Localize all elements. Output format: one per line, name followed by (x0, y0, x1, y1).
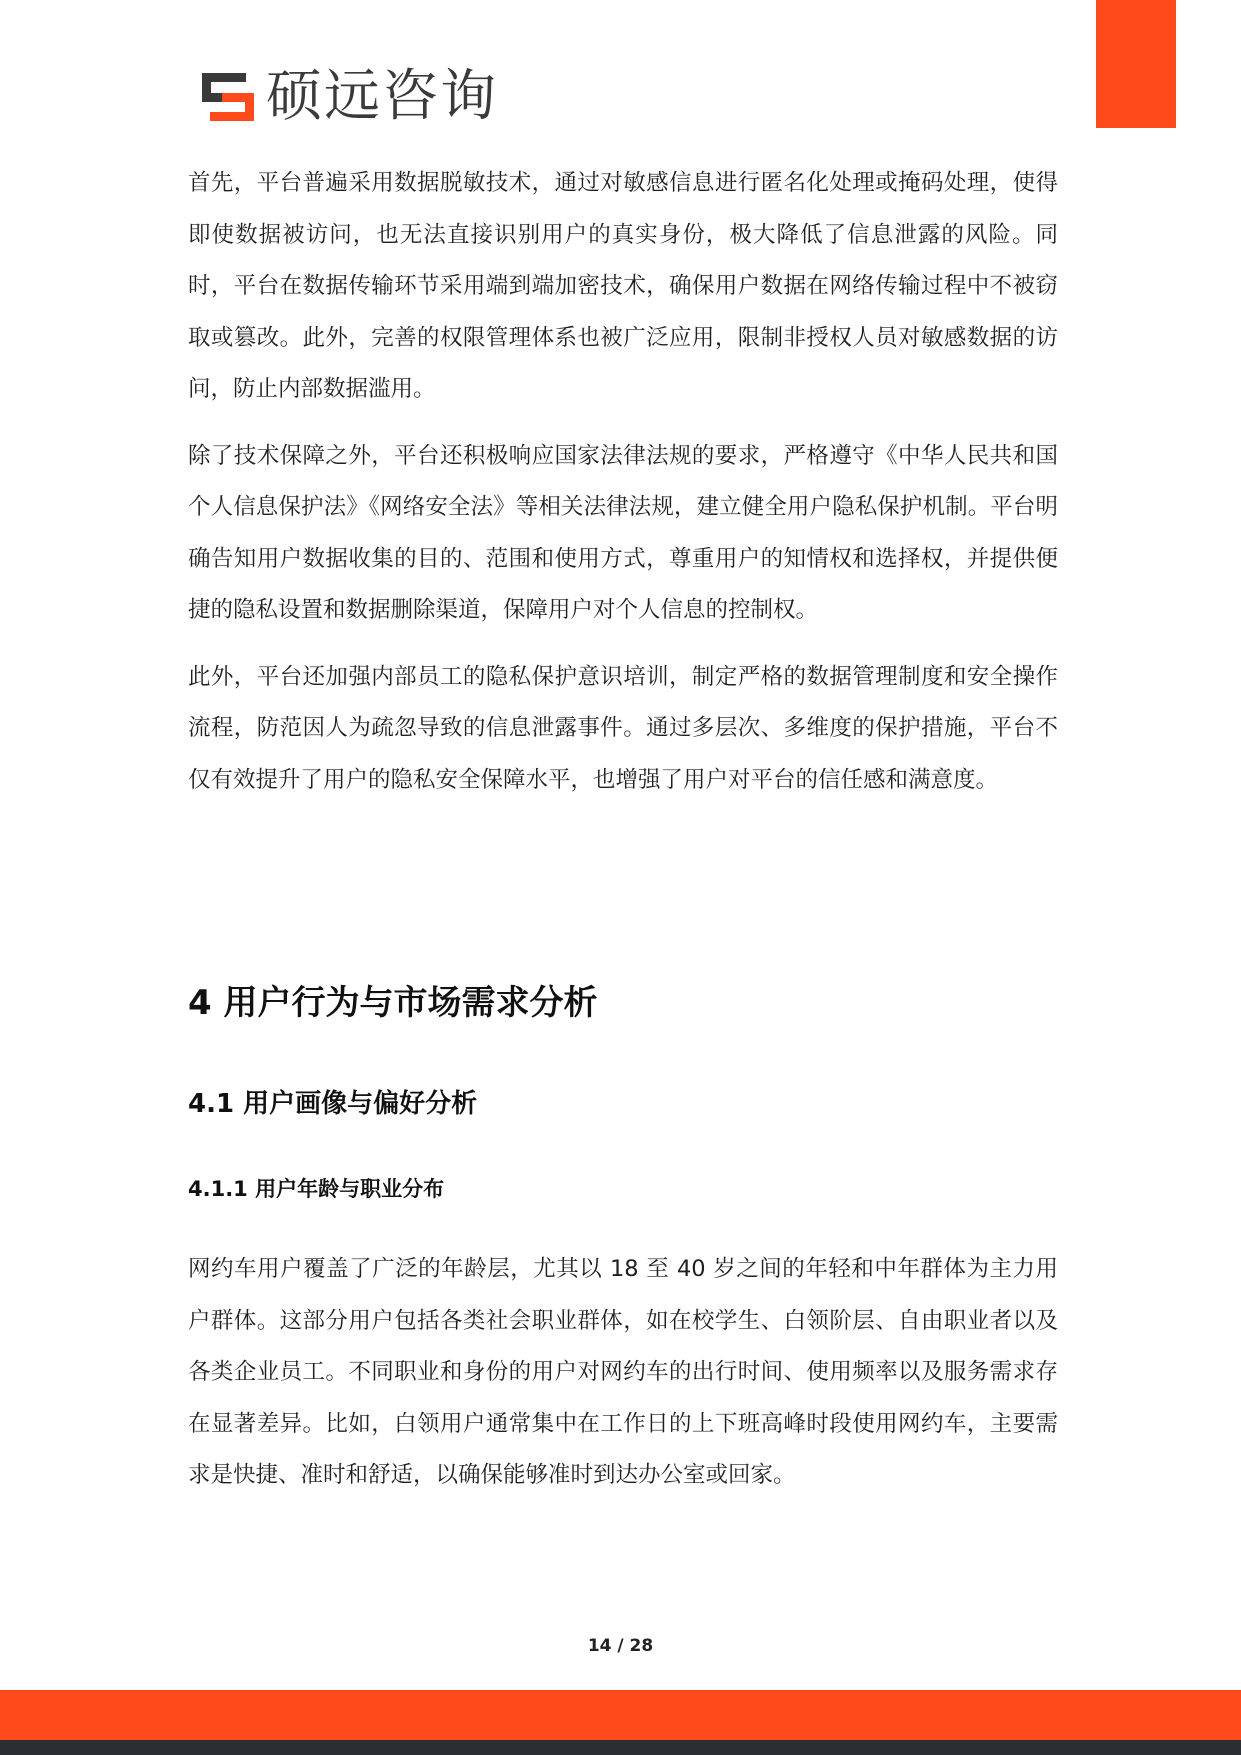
corner-accent-tab (1096, 0, 1176, 128)
subsection-heading: 4.1 用户画像与偏好分析 (188, 1089, 478, 1119)
body-text-bottom (188, 1244, 1058, 1502)
company-logo (200, 66, 498, 128)
paragraph: 首先，平台普遍采用数据脱敏技术，通过对敏感信息进行匿名化处理或掩码处理，使得即使数据被访问，也无法直接识别用户的真实身份，极大降低了信息泄露的风险。同时，平台在数据传输环节采用端到端加密技术，确保用户数据在网络传输过程中不被窃取或篡改。此外，完善的权限管理体系也被广泛应用，限制非授权人员对敏感数据的访问，防止内部数据滥用。 (188, 170, 1058, 402)
page-number: 14 / 28 (587, 1636, 654, 1656)
footer-dark-bar (0, 1740, 1241, 1755)
paragraph: 除了技术保障之外，平台还积极响应国家法律法规的要求，严格遵守《中华人民共和国个人信息保护法》《网络安全法》等相关法律法规，建立健全用户隐私保护机制。平台明确告知用户数据收集的目的、范围和使用方式，尊重用户的知情权和选择权，并提供便捷的隐私设置和数据删除渠道，保障用户对个人信息的控制权。 (188, 442, 1058, 623)
body-text-top (188, 158, 1058, 806)
section-heading: 4 用户行为与市场需求分析 (188, 983, 598, 1023)
paragraph: 此外，平台还加强内部员工的隐私保护意识培训，制定严格的数据管理制度和安全操作流程，防范因人为疏忽导致的信息泄露事件。通过多层次、多维度的保护措施，平台不仅有效提升了用户的隐私安全保障水平，也增强了用户对平台的信任感和满意度。 (188, 663, 1058, 793)
logo-text: 硕远咨询 (266, 64, 498, 129)
logo-mark-icon (200, 69, 256, 125)
footer-accent-bar (0, 1690, 1241, 1740)
paragraph: 网约车用户覆盖了广泛的年龄层，尤其以 18 至 40 岁之间的年轻和中年群体为主力用户群体。这部分用户包括各类社会职业群体，如在校学生、白领阶层、自由职业者以及各类企业员工。不同职业和身份的用户对网约车的出行时间、使用频率以及服务需求存在显著差异。比如，白领用户通常集中在工作日的上下班高峰时段使用网约车，主要需求是快捷、准时和舒适，以确保能够准时到达办公室或回家。 (188, 1256, 1058, 1488)
subsubsection-heading: 4.1.1 用户年龄与职业分布 (188, 1177, 445, 1201)
